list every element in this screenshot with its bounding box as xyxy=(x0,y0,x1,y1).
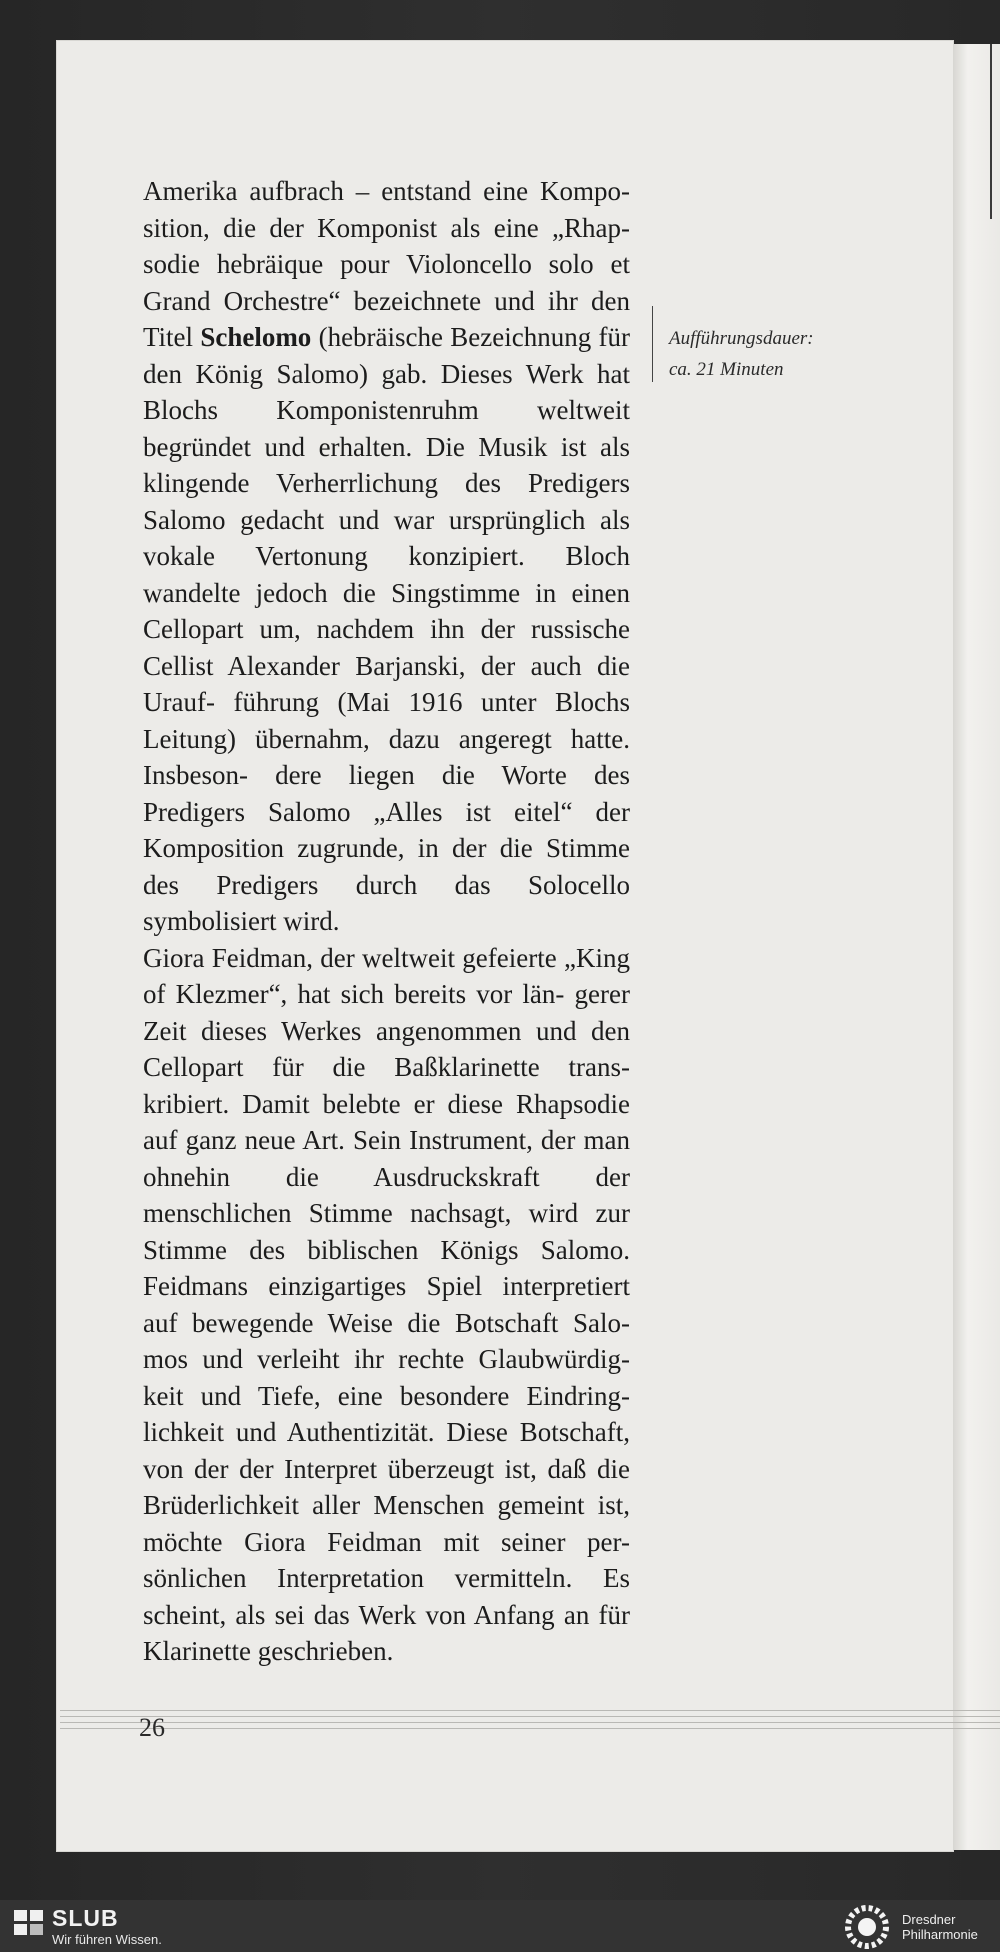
text-line: Giora Feidman, der weltweit gefeierte xyxy=(143,942,557,973)
margin-note-rule xyxy=(652,306,653,382)
text-line: Alexander Barjanski, der auch die Urauf- xyxy=(143,650,630,717)
text-line: jedoch die Singstimme in einen Cellopart xyxy=(143,577,630,644)
text-line: menschlichen Stimme nachsagt, wird zur xyxy=(143,1198,630,1228)
performance-duration-label: Aufführungsdauer: xyxy=(669,328,814,349)
text-line: Solocello symbolisiert wird. xyxy=(143,869,630,936)
text-line: auf ganz neue Art. Sein Instrument, der xyxy=(143,1125,576,1155)
performance-duration-value: ca. 21 Minuten xyxy=(669,359,784,380)
body-text xyxy=(143,173,630,1670)
text-line: übernahm, dazu angeregt hatte. Insbeson- xyxy=(143,723,631,790)
text-line: begründet und erhalten. Die Musik ist als xyxy=(143,431,630,462)
text-line: man ohnehin die Ausdruckskraft der xyxy=(143,1125,630,1192)
page-footer-rules xyxy=(60,1710,1000,1750)
text-line: die Brüderlichkeit aller Menschen gemeint xyxy=(143,1453,630,1520)
text-line: Grand Orchestre“ bezeichnete und ihr den xyxy=(143,285,630,316)
dresdner-philharmonie-logo-icon xyxy=(842,1904,892,1950)
text-line: mos und verleiht ihr rechte Glaubwürdig- xyxy=(143,1344,630,1374)
text-line: Salomo gedacht und war ursprünglich als xyxy=(143,504,630,535)
page-number: 26 xyxy=(139,1713,165,1742)
text-line: scheint, als sei das Werk von Anfang an für xyxy=(143,1599,630,1630)
text-line: sodie hebräique pour Violoncello solo et xyxy=(143,249,630,279)
page-edge-shadow xyxy=(990,44,992,219)
text-line: vokale Vertonung konzipiert. Bloch wandelte xyxy=(143,541,630,608)
text-line: sition, die der Komponist als eine „Rhap- xyxy=(143,212,630,243)
text-line: um, nachdem ihn der russische Cellist xyxy=(143,614,630,681)
text-line: für den König Salomo) gab. Dieses Werk xyxy=(143,322,630,389)
text-line: kribiert. Damit belebte er diese Rhapsodie xyxy=(143,1088,630,1119)
text-line: „King of Klezmer“, hat sich bereits vor län- xyxy=(143,942,630,1009)
text-line: klingende Verherrlichung des Predigers xyxy=(143,468,630,498)
margin-note xyxy=(669,323,814,385)
text-line: Amerika aufbrach – entstand eine Kompo- xyxy=(143,176,630,206)
text-line: führung (Mai 1916 unter Blochs Leitung) xyxy=(143,687,630,754)
text-line: den Cellopart für die Baßklarinette trans- xyxy=(143,1015,631,1082)
slub-logo-icon xyxy=(14,1910,44,1936)
paragraph-2 xyxy=(143,940,630,1670)
text-line: gerer Zeit dieses Werkes angenommen und xyxy=(143,979,630,1046)
text-line: Stimme des biblischen Königs Salomo. xyxy=(143,1234,630,1265)
text-line: auf bewegende Weise die Botschaft Salo- xyxy=(143,1307,630,1338)
text-line: „Alles ist eitel“ der Komposition zugrunde, xyxy=(143,796,631,863)
text-line: sönlichen Interpretation vermitteln. Es xyxy=(143,1563,630,1593)
next-page-edge xyxy=(954,44,1000,1850)
titel-suffix: (hebräische Bezeichnung xyxy=(311,322,592,352)
text-line: von der der Interpret überzeugt ist, daß xyxy=(143,1453,587,1484)
paragraph-1 xyxy=(143,173,630,940)
partner-line-1: Dresdner xyxy=(902,1912,956,1927)
slub-tagline: Wir führen Wissen. xyxy=(52,1932,162,1947)
text-line: dere liegen die Worte des Predigers Salomo xyxy=(143,760,631,827)
slub-name: SLUB xyxy=(52,1905,119,1931)
text-line: lichkeit und Authentizität. Diese Botschaft, xyxy=(143,1417,630,1447)
work-title-schelomo: Schelomo xyxy=(200,322,312,352)
text-line: ist, möchte Giora Feidman mit seiner per- xyxy=(143,1490,630,1557)
text-line: Klarinette geschrieben. xyxy=(143,1636,394,1666)
text-line: hat Blochs Komponistenruhm weltweit xyxy=(143,358,630,425)
text-line: in der die Stimme des Predigers durch das xyxy=(143,833,630,900)
partner-line-2: Philharmonie xyxy=(902,1927,978,1942)
titel-prefix: Titel xyxy=(143,322,201,352)
dresdner-philharmonie-label xyxy=(902,1912,978,1942)
text-line: keit und Tiefe, eine besondere Eindring- xyxy=(143,1380,630,1411)
text-line: Feidmans einzigartiges Spiel interpretiert xyxy=(143,1271,630,1301)
